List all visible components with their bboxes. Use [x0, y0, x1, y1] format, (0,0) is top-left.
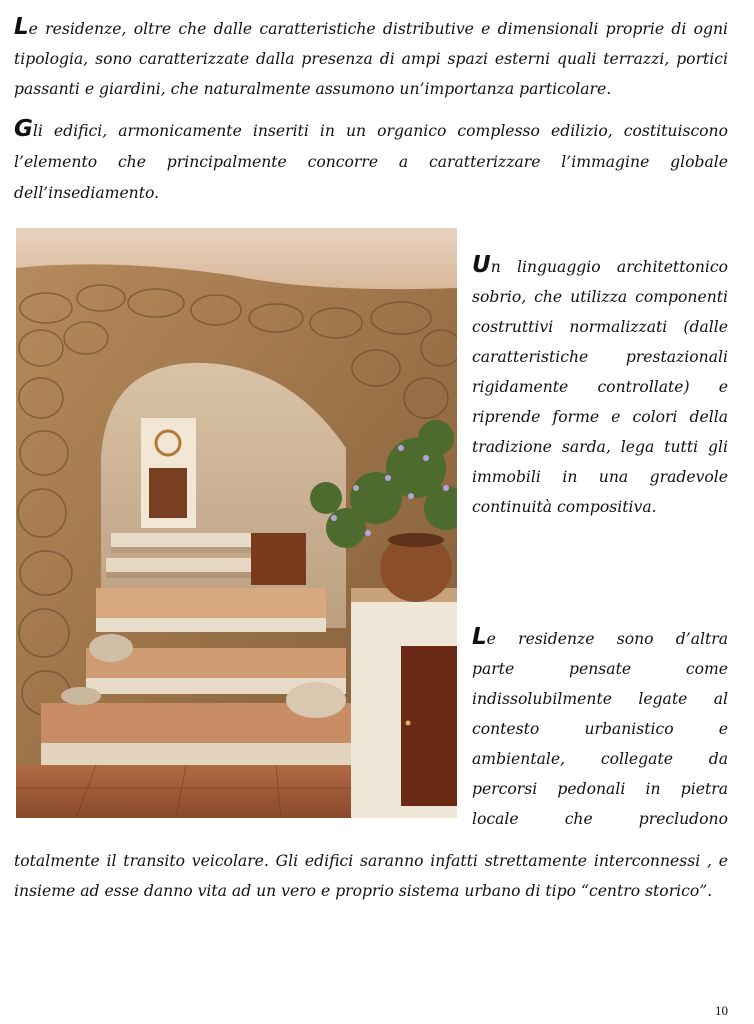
paragraph-buildings: [14, 116, 728, 209]
text-line: sobrio, che utilizza componenti: [472, 288, 728, 306]
text-line: li edifici, armonicamente inseriti in un organico complesso edilizio, costituiscono: [32, 122, 728, 140]
page-number: 10: [715, 1003, 728, 1018]
text-line: tradizione sarda, lega tutti gli: [472, 438, 728, 456]
paragraph-continuation: [14, 846, 728, 906]
text-line: percorsi pedonali in pietra: [472, 780, 728, 798]
paragraph-intro: [14, 14, 728, 104]
paragraph-language: [472, 252, 728, 522]
drop-cap: G: [14, 116, 33, 142]
text-line: totalmente il transito veicolare. Gli edifici saranno infatti strettamente interconnessi , e: [14, 852, 728, 870]
archway-photo: [16, 228, 457, 818]
drop-cap: U: [472, 252, 491, 278]
text-line: e residenze, oltre che dalle caratteristiche distributive e dimensionali proprie di ogni: [28, 20, 728, 38]
text-line: insieme ad esse danno vita ad un vero e proprio sistema urbano di tipo “centro storico”.: [14, 882, 713, 900]
paragraph-residences: [472, 624, 728, 834]
text-line: tipologia, sono caratterizzate dalla presenza di ampi spazi esterni quali terrazzi, portici: [14, 50, 728, 68]
text-line: immobili in una gradevole: [472, 468, 728, 486]
text-line: parte pensate come: [472, 660, 728, 678]
text-line: n linguaggio architettonico: [490, 258, 728, 276]
text-line: caratteristiche prestazionali: [472, 348, 728, 366]
text-line: indissolubilmente legate al: [472, 690, 728, 708]
stone-archway-image: [16, 228, 457, 818]
text-line: e residenze sono d’altra: [486, 630, 728, 648]
text-line: contesto urbanistico e: [472, 720, 728, 738]
text-line: continuità compositiva.: [472, 498, 657, 516]
drop-cap: L: [14, 14, 29, 40]
text-line: ambientale, collegate da: [472, 750, 728, 768]
text-line: riprende forme e colori della: [472, 408, 728, 426]
text-line: dell’insediamento.: [14, 184, 160, 202]
text-line: passanti e giardini, che naturalmente assumono un’importanza particolare.: [14, 80, 612, 98]
text-line: rigidamente controllate) e: [472, 378, 728, 396]
text-line: costruttivi normalizzati (dalle: [472, 318, 728, 336]
text-line: l’elemento che principalmente concorre a caratterizzare l’immagine globale: [14, 153, 728, 171]
text-line: locale che precludono: [472, 810, 728, 828]
drop-cap: L: [472, 624, 487, 650]
